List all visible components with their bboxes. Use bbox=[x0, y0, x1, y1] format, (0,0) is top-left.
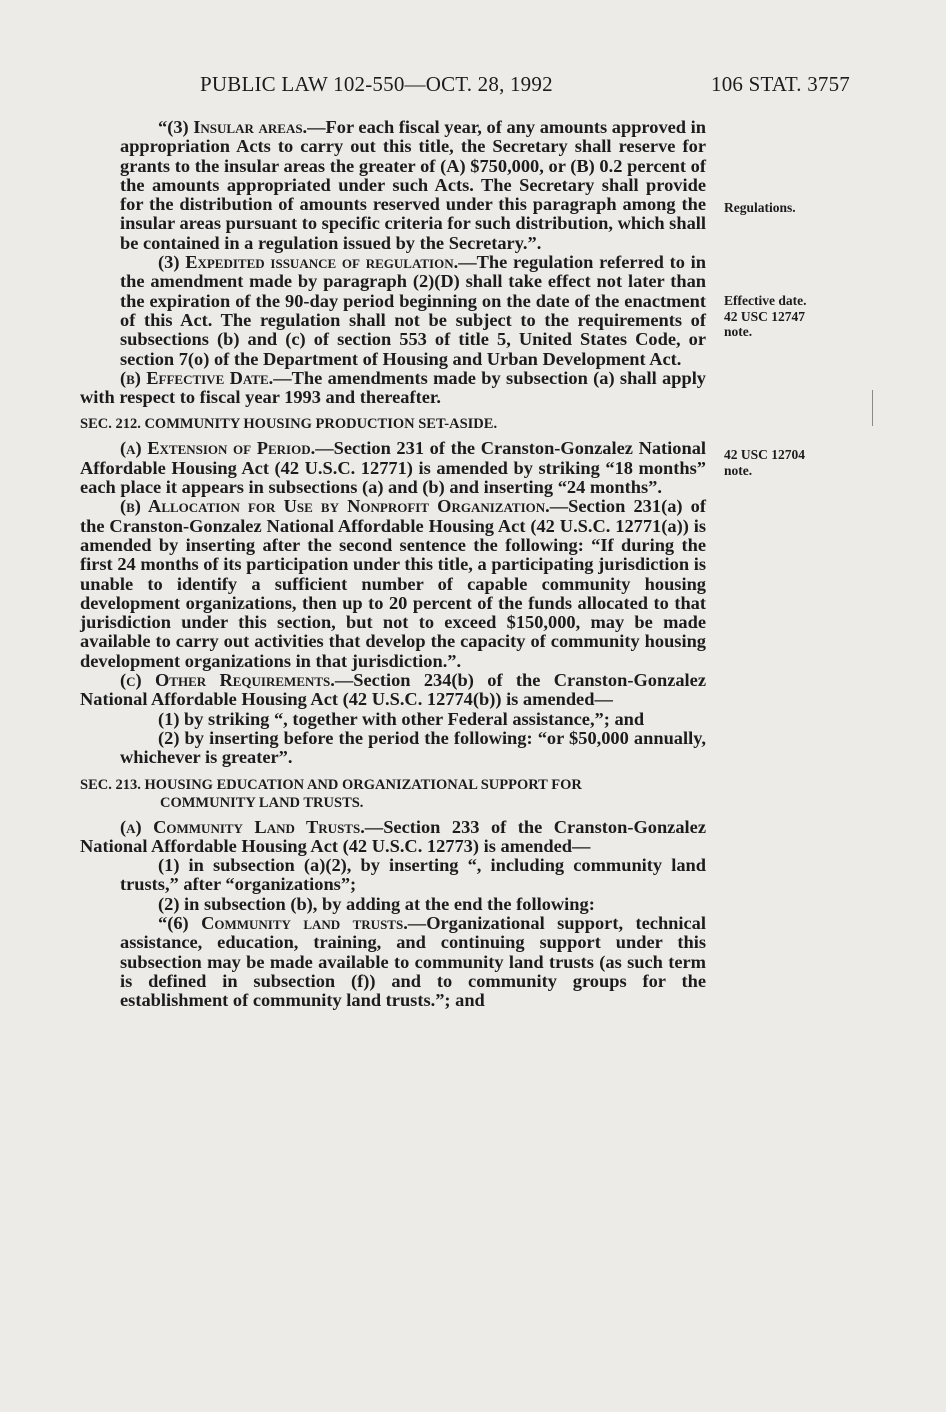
paragraph-community-land-trusts bbox=[80, 818, 706, 857]
paragraph-text: —Section 234(b) of the Cranston-Gonzalez National Affordable Housing Act (42 U.S.C. 12774(b)) is amended— bbox=[80, 670, 706, 710]
paragraph-subsection-b: (2) in subsection (b), by adding at the end the following: bbox=[158, 893, 595, 914]
paragraph-expedited-issuance bbox=[80, 253, 706, 369]
paragraph-extension-of-period bbox=[80, 439, 706, 497]
margin-note-regulations: Regulations. bbox=[724, 200, 796, 215]
body-text bbox=[80, 118, 706, 1010]
paragraph-text: —Organizational support, technical assistance, education, training, and continuing support under this subsection may be made available to community land trusts (as such term is defined in subsection (f)) and to community groups for the establishment of community land trusts.”; and bbox=[120, 912, 706, 1011]
section-213-heading bbox=[80, 776, 706, 812]
paragraph-heading: (3) Expedited issuance of regulation. bbox=[158, 252, 459, 273]
paragraph-heading: (b) Effective Date. bbox=[120, 367, 274, 388]
paragraph-text: —The regulation referred to in the amendment made by paragraph (2)(D) shall take effect not later than the expiration of the 90-day period beginning on the date of the enactment of this Act. The regulation shall not be subject to the requirements of subsections (b) and (c) of section 553 of title 5, United States Code, or section 7(o) of the Department of Housing and Urban Development Act. bbox=[120, 252, 706, 369]
paragraph-text: —For each fiscal year, of any amounts approved in appropriation Acts to carry out this title, the Secretary shall reserve for grants to the insular areas the greater of (A) $750,000, or (B) 0.2 percent of the amounts appropriated under such Acts. The Secretary shall provide for the distribution of amounts reserved under this paragraph among the insular areas pursuant to specific criteria for such distribution, which shall be contained in a regulation issued by the Secretary.”. bbox=[120, 117, 706, 253]
section-213-heading-line2: COMMUNITY LAND TRUSTS. bbox=[160, 794, 364, 811]
margin-note-effective-date bbox=[724, 293, 854, 340]
section-213-heading-line1: SEC. 213. HOUSING EDUCATION AND ORGANIZATIONAL SUPPORT FOR bbox=[80, 776, 582, 793]
paragraph-text: —Section 231 of the Cranston-Gonzalez National Affordable Housing Act (42 U.S.C. 12771) is amended by striking “18 months” each place it appears in subsections (a) and (b) and inserting “24 months”. bbox=[80, 438, 707, 498]
running-header-right: 106 STAT. 3757 bbox=[711, 72, 850, 96]
running-header-left: PUBLIC LAW 102-550—OCT. 28, 1992 bbox=[200, 72, 553, 96]
paragraph-inserting: (2) by inserting before the period the following: “or $50,000 annually, whichever is greater”. bbox=[120, 727, 706, 768]
section-212-heading: SEC. 212. COMMUNITY HOUSING PRODUCTION SET-ASIDE. bbox=[80, 416, 498, 433]
paragraph-heading: (b) Allocation for Use by Nonprofit Organization. bbox=[120, 496, 550, 517]
paragraph-insular-areas bbox=[80, 118, 706, 253]
paragraph-heading: “(6) Community land trusts. bbox=[158, 912, 408, 933]
paragraph-heading: (a) Extension of Period. bbox=[120, 438, 316, 459]
margin-note-line: Effective date. bbox=[724, 293, 807, 308]
paragraph-striking: (1) by striking “, together with other Federal assistance,”; and bbox=[158, 708, 645, 729]
margin-rule-mark bbox=[872, 390, 873, 426]
paragraph-heading: (a) Community Land Trusts. bbox=[120, 816, 365, 837]
margin-note-line: 42 USC 12747 bbox=[724, 308, 806, 324]
paragraph-other-requirements bbox=[80, 671, 706, 710]
paragraph-heading: “(3) Insular areas. bbox=[158, 117, 308, 137]
margin-note-line: note. bbox=[724, 324, 753, 339]
paragraph-subsection-a2: (1) in subsection (a)(2), by inserting “, including community land trusts,” after “organizations”; bbox=[120, 855, 706, 895]
margin-note-line: note. bbox=[724, 462, 753, 478]
paragraph-text: —Section 231(a) of the Cranston-Gonzalez National Affordable Housing Act (42 U.S.C. 12771(a)) is amended by inserting after the second sentence the following: “If during the first 24 months of its participation under this title, a participating jurisdiction is unable to identify a sufficient number of capable community housing development organizations, then up to 20 percent of the funds allocated to that jurisdiction under this section, but not to exceed $150,000, may be made available to carry out activities that develop the capacity of community housing development organizations in that jurisdiction.”. bbox=[80, 496, 706, 671]
margin-note-usc-12704 bbox=[724, 447, 854, 478]
paragraph-effective-date bbox=[80, 369, 706, 408]
paragraph-allocation-nonprofit bbox=[80, 497, 706, 671]
margin-note-line: 42 USC 12704 bbox=[724, 447, 806, 462]
paragraph-text: —Section 233 of the Cranston-Gonzalez National Affordable Housing Act (42 U.S.C. 12773) is amended— bbox=[80, 816, 706, 856]
paragraph-quoted-community-land-trusts bbox=[80, 914, 706, 1010]
paragraph-text: —The amendments made by subsection (a) shall apply with respect to fiscal year 1993 and thereafter. bbox=[80, 367, 706, 408]
paragraph-heading: (c) Other Requirements. bbox=[120, 670, 335, 691]
